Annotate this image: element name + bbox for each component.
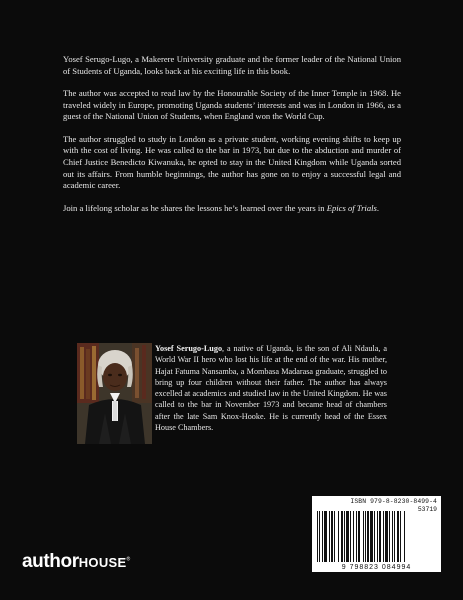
bio-text: , a native of Uganda, is the son of Ali Ndaula, a World War II hero who lost his life at the end of the war. His mother, Hajat Fatuma Nansamba, a Mombasa Madarasa graduate, struggled to bring up four children without their father. The author has always excelled at academics and studied law in the United Kingdom. He was called to the bar in November 1973 and became head of chambers after the late Sam Knox-Hooke. He is currently head of the Essex House Chambers. (155, 344, 387, 433)
bio-paragraph (155, 343, 387, 433)
publisher-logo (22, 551, 130, 573)
logo-house-word: HOUSE (78, 555, 127, 570)
barcode-bar (370, 511, 373, 562)
registered-trademark: ® (126, 556, 131, 563)
blurb-paragraph-1: Yosef Serugo-Lugo, a Makerere University graduate and the former leader of the National Union of Students of Uganda, looks back at his exciting life in this book. (63, 54, 401, 76)
author-portrait-image (77, 343, 152, 444)
barcode-bar (341, 511, 343, 562)
barcode-bar (389, 511, 390, 562)
barcode-bar (367, 511, 369, 562)
price-code: 53719 (417, 506, 437, 513)
barcode-bar (385, 511, 388, 562)
barcode-bar (329, 511, 330, 562)
blurb-paragraph-4-lead: Join a lifelong scholar as he shares the lessons he’s learned over the years in (63, 202, 327, 213)
barcode-bar (363, 511, 364, 562)
barcode-bar (334, 511, 335, 562)
barcode-bar (322, 511, 323, 562)
barcode-bar (379, 511, 381, 562)
blurb-paragraph-3: The author struggled to study in London as a private student, working evening shifts to keep up with the cost of living. He was called to the bar in 1973, but due to the abduction and murder of Chief Justice Benedicto Kiwanuka, he opted to stay in the United Kingdom while Uganda sorted out its affairs. From humble beginnings, the author has gone on to enjoy a successful legal and academic career. (63, 133, 401, 191)
barcode-bar (404, 511, 405, 562)
barcode-bar (324, 511, 327, 562)
barcode-bar (344, 511, 345, 562)
barcode-bar (400, 511, 401, 562)
barcode-bar (394, 511, 395, 562)
barcode-bar (356, 511, 357, 562)
barcode-bar (317, 511, 318, 562)
barcode-bar (358, 511, 360, 562)
barcode-bar (374, 511, 375, 562)
barcode-bar (365, 511, 366, 562)
blurb-paragraph-2: The author was accepted to read law by the Honourable Society of the Inner Temple in 1968. He traveled widely in Europe, promoting Uganda students’ interests and was in London in 1966, as a guest of the National Union of Students, when England won the World Cup. (63, 87, 401, 122)
barcode-bar (377, 511, 378, 562)
barcode-bar (350, 511, 351, 562)
author-bio (77, 343, 387, 455)
blurb-paragraph-4 (63, 203, 401, 215)
barcode-bar (331, 511, 333, 562)
isbn-number: ISBN 979-8-8230-8499-4 (350, 498, 437, 505)
isbn-barcode (312, 496, 441, 572)
book-title: Epics of Trials (326, 202, 377, 213)
ean-digits: 9 798823 084994 (341, 564, 412, 571)
blurb-paragraph-4-end: . (376, 202, 379, 213)
barcode-bar (319, 511, 320, 562)
author-photo (77, 343, 152, 444)
barcode-bar (353, 511, 354, 562)
barcode-bar (397, 511, 399, 562)
barcode-bar (346, 511, 349, 562)
back-cover-blurb (63, 54, 401, 214)
barcode-bars (316, 511, 437, 562)
barcode-bar (383, 511, 384, 562)
logo-author-word: author (22, 551, 79, 572)
author-name: Yosef Serugo-Lugo (155, 344, 223, 353)
barcode-bar (338, 511, 339, 562)
barcode-bar (392, 511, 393, 562)
